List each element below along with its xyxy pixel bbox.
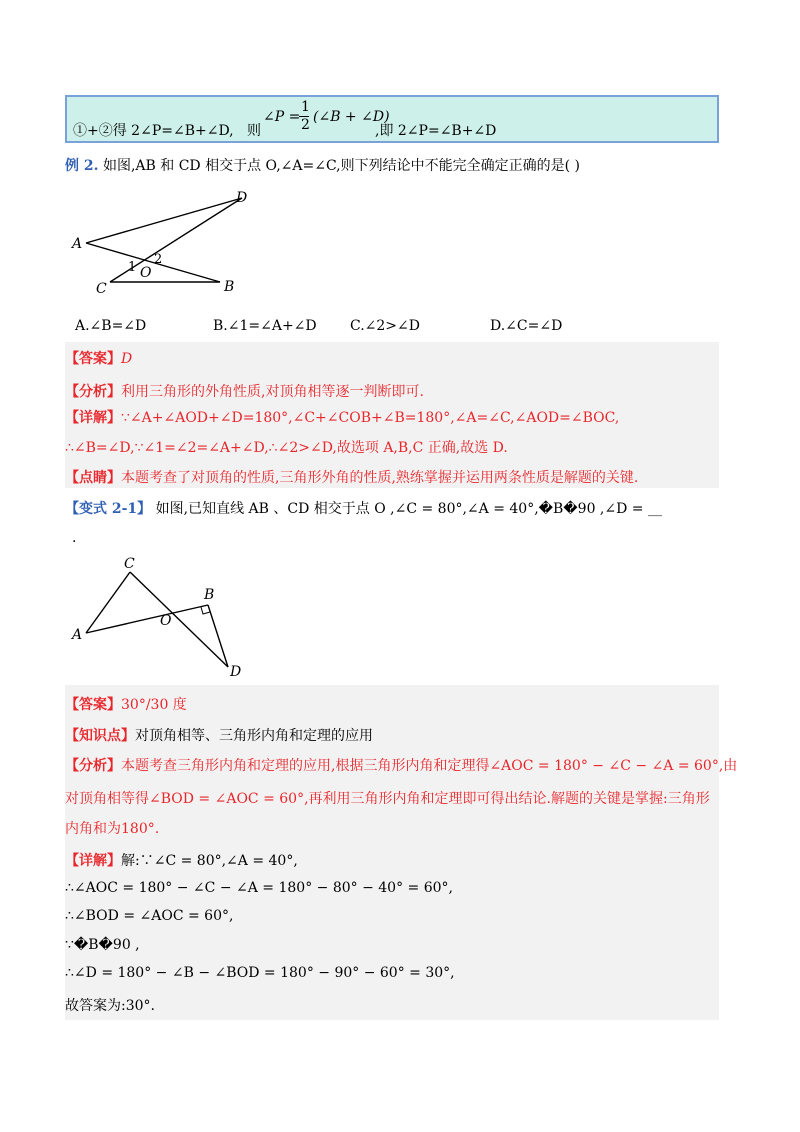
example2-options [75,318,715,338]
label-angle-2: 2 [154,252,163,267]
answer-tag: 【答案】 [65,351,121,367]
option-d: D.∠C=∠D [490,318,563,334]
variant21-question: 如图,已知直线 AB 、CD 相交于点 O ,∠C = 80°,∠A = 40°,�B�90 ,∠D = __ [155,501,662,517]
formula-prefix: ①+②得 2∠P=∠B+∠D, [73,123,234,139]
example2-detail-line-2: ∴∠B=∠D,∵∠1=∠2=∠A+∠D,∴∠2>∠D,故选项 A,B,C 正确,故选 D. [65,440,508,456]
formula-denominator: 2 [301,117,310,133]
example2-question-line [65,155,580,175]
analysis-tag: 【分析】 [65,758,121,774]
variant21-analysis-1: 本题考查三角形内角和定理的应用,根据三角形内角和定理得∠AOC = 180° − ∠C − ∠A = 60°,由 [121,758,738,774]
segment-AD [86,198,242,243]
comment-tag: 【点睛】 [65,470,121,486]
label-A: A [72,627,83,643]
formula-box [65,95,719,143]
variant21-label: 【变式 2-1】 [65,501,152,517]
example2-answer-line [65,348,132,368]
segment-AB [86,243,220,282]
knowledge-tag: 【知识点】 [65,728,135,744]
segment-AB [86,605,208,633]
detail-tag: 【详解】 [65,410,121,426]
variant21-detail-1: 解:∵∠C = 80°,∠A = 40°, [121,853,298,869]
variant21-detail-line-5: ∴∠D = 180° − ∠B − ∠BOD = 180° − 90° − 60° = 30°, [65,965,455,981]
variant21-answer-line [65,694,187,714]
option-c: C.∠2>∠D [350,318,420,334]
variant21-analysis-line-3: 内角和为180°. [65,821,160,837]
variant21-detail-line-2: ∴∠AOC = 180° − ∠C − ∠A = 180° − 80° − 40° = 60°, [65,880,453,896]
example2-comment: 本题考查了对顶角的性质,三角形外角的性质,熟练掌握并运用两条性质是解题的关键. [121,470,639,486]
variant21-knowledge: 对顶角相等、三角形内角和定理的应用 [135,728,373,744]
formula-numerator: 1 [301,99,310,115]
option-a: A.∠B=∠D [75,318,147,334]
variant21-detail-line-6: 故答案为:30°. [65,998,155,1014]
variant21-analysis-line-2: 对顶角相等得∠BOD = ∠AOC = 60°,再利用三角形内角和定理即可得出结论.解题的关键是掌握:三角形 [65,791,710,807]
formula-then: 则 [247,123,261,139]
label-A: A [72,236,83,252]
example2-analysis: 利用三角形的外角性质,对顶角相等逐一判断即可. [121,384,424,400]
analysis-tag: 【分析】 [65,384,121,400]
label-D: D [230,664,242,680]
example2-question: 如图,AB 和 CD 相交于点 O,∠A=∠C,则下列结论中不能完全确定正确的是( ) [102,158,580,174]
label-D: D [236,190,248,206]
example2-label: 例 2. [65,158,99,174]
variant21-question-line [65,498,662,518]
label-C: C [96,281,107,297]
variant21-detail-line-1 [65,850,298,870]
label-angle-1: 1 [128,260,137,275]
variant21-analysis-line-1 [65,755,737,775]
label-B: B [224,279,235,295]
variant21-detail-line-4: ∵�B�90 , [65,937,140,953]
example2-detail-line-1 [65,407,619,427]
label-B: B [204,587,215,603]
label-O: O [160,613,172,629]
option-b: B.∠1=∠A+∠D [213,318,317,334]
variant21-detail-line-3: ∴∠BOD = ∠AOC = 60°, [65,908,234,924]
example2-detail-1: ∵∠A+∠AOD+∠D=180°,∠C+∠COB+∠B=180°,∠A=∠C,∠AOD=∠BOC, [121,410,620,426]
formula-suffix: ,即 2∠P=∠B+∠D [375,123,497,139]
formula-rhs: (∠B + ∠D) [313,109,390,125]
variant21-answer: 30°/30 度 [121,697,187,713]
label-C: C [124,556,135,572]
formula-lhs: ∠P = [263,109,301,125]
example2-figure [70,185,270,300]
example2-comment-line [65,467,638,487]
variant21-question-end: . [72,530,77,546]
variant21-figure [68,555,258,680]
variant21-knowledge-line [65,725,373,745]
label-O: O [140,265,152,281]
example2-analysis-line [65,381,424,401]
answer-tag: 【答案】 [65,697,121,713]
detail-tag: 【详解】 [65,853,121,869]
example2-answer: D [121,351,133,367]
